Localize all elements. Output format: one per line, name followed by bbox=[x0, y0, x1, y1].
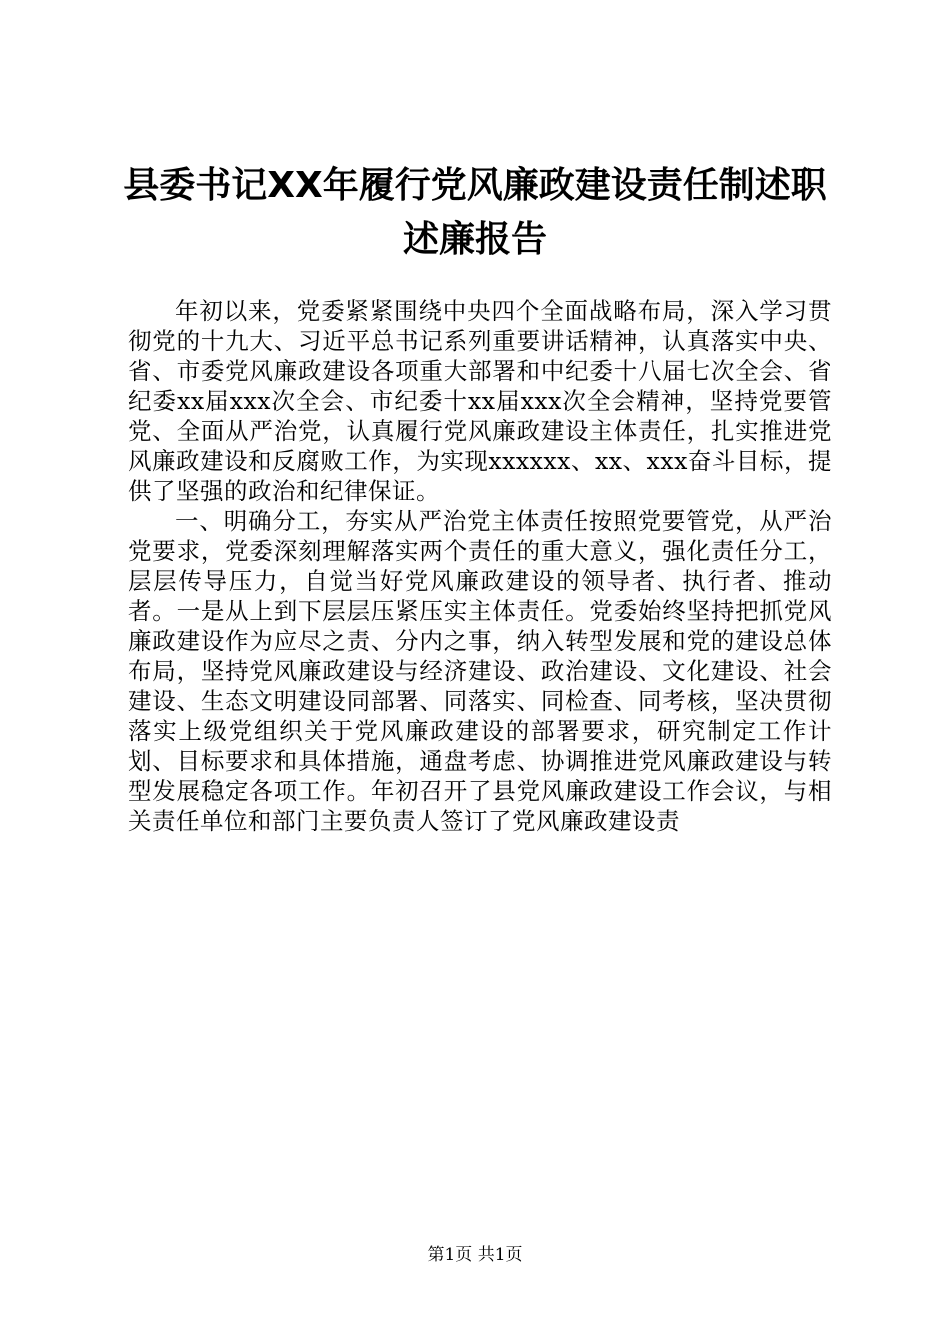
page-footer: 第1页 共1页 bbox=[427, 1245, 523, 1265]
paragraph-intro: 年初以来，党委紧紧围绕中央四个全面战略布局，深入学习贯彻党的十九大、习近平总书记系列重要讲话精神，认真落实中央、省、市委党风廉政建设各项重大部署和中纪委十八届七次全会、省纪委xx届xxx次全会、市纪委十xx届xxx次全会精神，坚持党要管党、全面从严治党，认真履行党风廉政建设主体责任，扎实推进党风廉政建设和反腐败工作，为实现xxxxxx、xx、xxx奋斗目标，提供了坚强的政治和纪律保证。 bbox=[128, 297, 832, 505]
document-title-line-2: 述廉报告 bbox=[402, 219, 547, 260]
document-body bbox=[128, 296, 832, 836]
document-title-line-1: 县委书记XX年履行党风廉政建设责任制述职 bbox=[123, 165, 827, 206]
paragraph-section-one: 一、明确分工，夯实从严治党主体责任按照党要管党，从严治党要求，党委深刻理解落实两个责任的重大意义，强化责任分工，层层传导压力，自觉当好党风廉政建设的领导者、执行者、推动者。一是从上到下层层压紧压实主体责任。党委始终坚持把抓党风廉政建设作为应尽之责、分内之事，纳入转型发展和党的建设总体布局，坚持党风廉政建设与经济建设、政治建设、文化建设、社会建设、生态文明建设同部署、同落实、同检查、同考核，坚决贯彻落实上级党组织关于党风廉政建设的部署要求，研究制定工作计划、目标要求和具体措施，通盘考虑、协调推进党风廉政建设与转型发展稳定各项工作。年初召开了县党风廉政建设工作会议，与相关责任单位和部门主要负责人签订了党风廉政建设责 bbox=[128, 507, 832, 835]
